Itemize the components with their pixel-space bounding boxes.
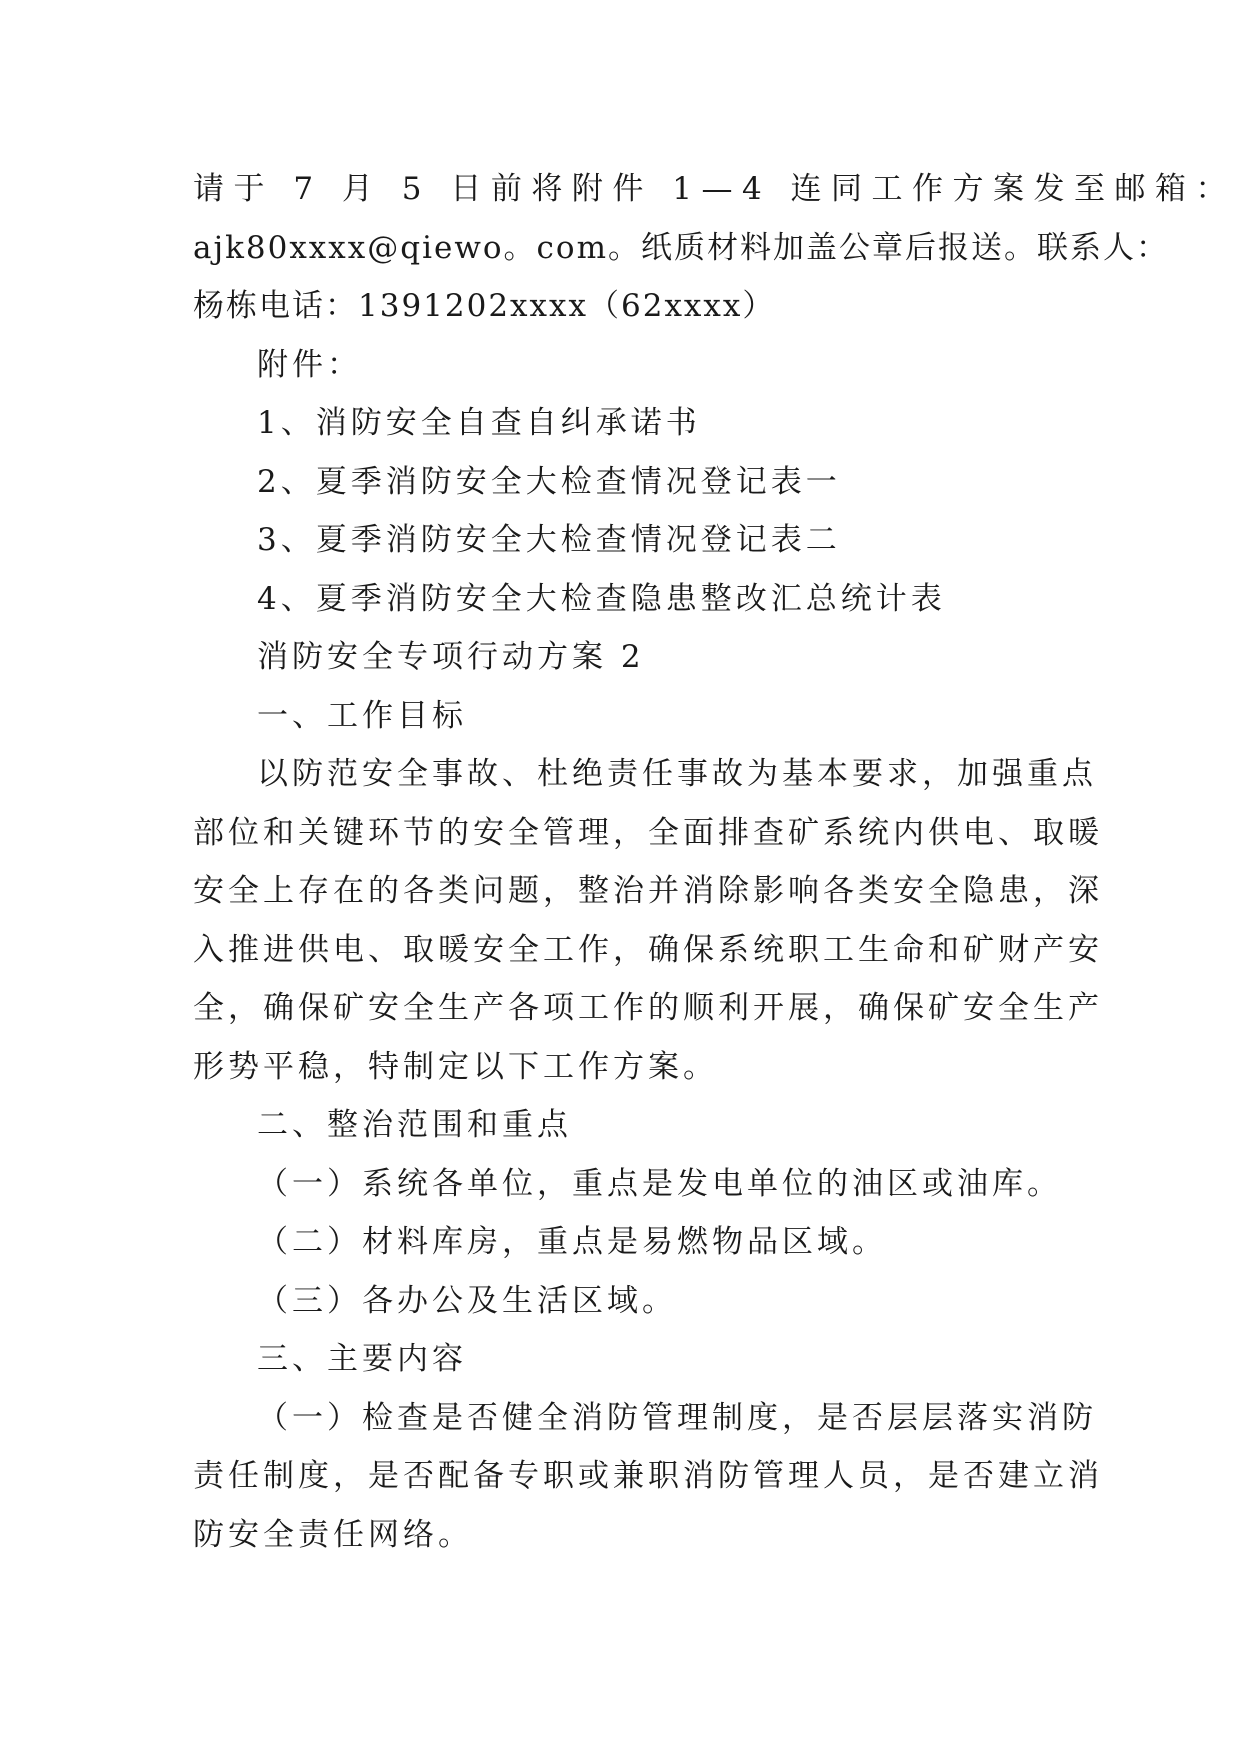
paragraph-line: 以防范安全事故、杜绝责任事故为基本要求，加强重点 [257,756,1097,792]
paragraph-line: （一）检查是否健全消防管理制度，是否层层落实消防 [257,1399,1097,1436]
attachment-item: 3、夏季消防安全大检查情况登记表二 [257,522,841,558]
plan-title: 消防安全专项行动方案 2 [257,639,645,675]
section-heading: 二、整治范围和重点 [257,1107,572,1143]
section-heading: 三、主要内容 [257,1341,467,1377]
paragraph-line: 责任制度，是否配备专职或兼职消防管理人员，是否建立消 [193,1458,1103,1494]
scope-item: （一）系统各单位，重点是发电单位的油区或油库。 [257,1165,1062,1202]
contact-line: 杨栋电话：1391202xxxx（62xxxx） [193,288,776,324]
paragraph-line: 部位和关键环节的安全管理，全面排查矿系统内供电、取暖 [193,814,1103,851]
paragraph-line: 全，确保矿安全生产各项工作的顺利开展，确保矿安全生产 [193,990,1103,1026]
contact-paragraph [193,160,1237,336]
scope-item: （三）各办公及生活区域。 [257,1282,677,1319]
section-heading: 一、工作目标 [257,697,467,734]
paragraph-line: 入推进供电、取暖安全工作，确保系统职工生命和矿财产安 [193,931,1103,968]
scope-item: （二）材料库房，重点是易燃物品区域。 [257,1224,887,1260]
attachment-item: 4、夏季消防安全大检查隐患整改汇总统计表 [257,580,946,617]
attachment-item: 1、消防安全自查自纠承诺书 [257,405,701,441]
attachment-item: 2、夏季消防安全大检查情况登记表一 [257,463,841,500]
contact-line: ajk80xxxx@qiewo。com。纸质材料加盖公章后报送。联系人： [193,229,1169,266]
section1-paragraph [193,745,1103,1096]
document-body [193,160,1237,1564]
paragraph-line: 形势平稳，特制定以下工作方案。 [193,1048,718,1085]
attachments-label: 附件： [257,346,362,383]
paragraph-line: 安全上存在的各类问题，整治并消除影响各类安全隐患，深 [193,873,1103,909]
contact-line: 请于 7 月 5 日前将附件 1—4 连同工作方案发至邮箱： [193,171,1237,207]
paragraph-line: 防安全责任网络。 [193,1516,473,1553]
section3-paragraph [193,1389,1103,1565]
